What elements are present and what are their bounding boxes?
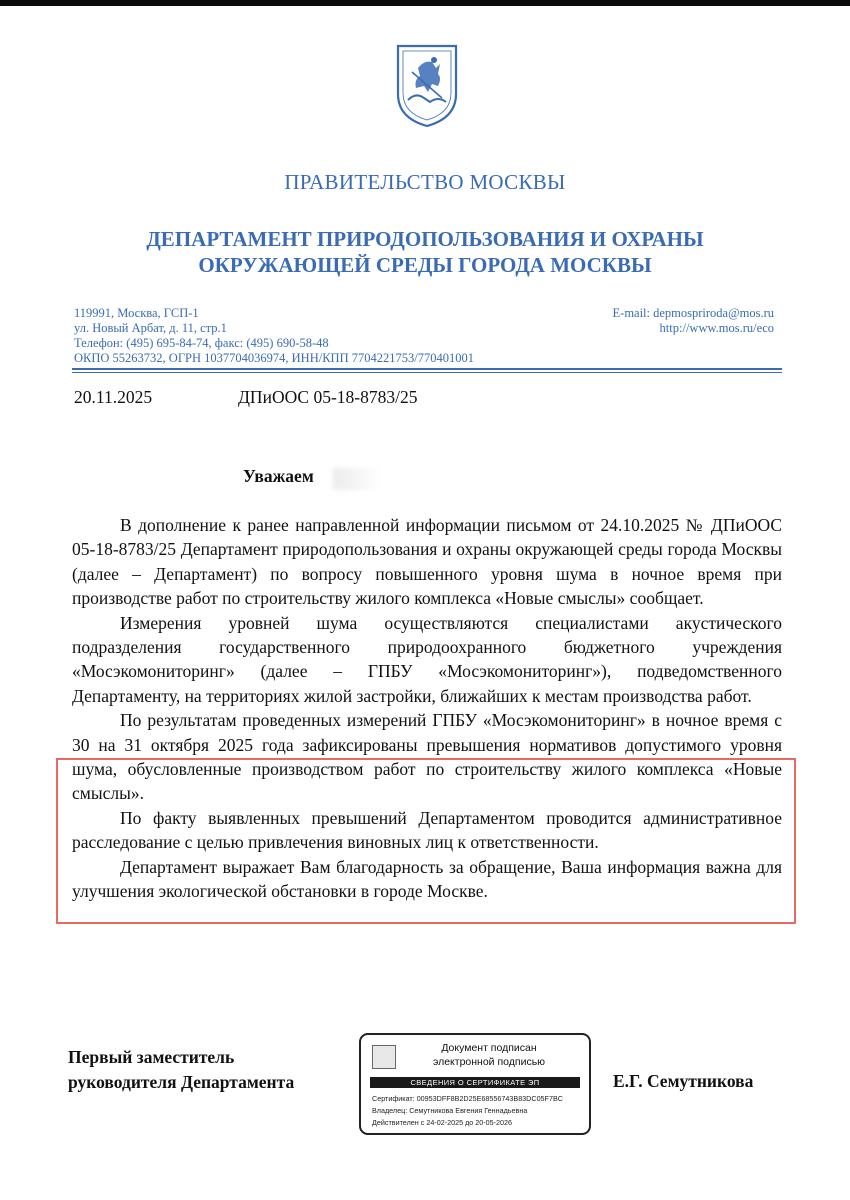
certificate-owner: Владелец: Семутникова Евгения Геннадьевна (372, 1106, 528, 1115)
redacted-name (333, 468, 383, 490)
paragraph-2: Измерения уровней шума осуществляются специалистами акустического подразделения государственного природоохранного бюджетного учреждения «Мосэкомониторинг» (далее – ГПБУ «Мосэкомониторинг»), подведомственного Департаменту, на территориях жилой застройки, ближайших к местам производства работ. (72, 612, 782, 706)
esig-title-line-2: электронной подписью (432, 1056, 546, 1068)
registration-codes: ОКПО 55263732, ОГРН 1037704036974, ИНН/КПП 7704221753/770401001 (74, 351, 474, 365)
highlight-box (56, 758, 796, 924)
signatory-position (68, 1045, 294, 1095)
letterhead-divider (72, 368, 782, 370)
registration-number: ДПиООС 05-18-8783/25 (238, 387, 418, 407)
certificate-info-bar: СВЕДЕНИЯ О СЕРТИФИКАТЕ ЭП (370, 1077, 580, 1088)
department-title-line-1: ДЕПАРТАМЕНТ ПРИРОДОПОЛЬЗОВАНИЯ И ОХРАНЫ (146, 227, 704, 251)
department-title-line-2: ОКРУЖАЮЩЕЙ СРЕДЫ ГОРОДА МОСКВЫ (198, 253, 652, 277)
moscow-emblem-icon (372, 1045, 396, 1069)
paragraph-4: По факту выявленных превышений Департаментом проводится административное расследование с целью привлечения виновных лиц к ответственности. (72, 807, 782, 853)
address-line-2: ул. Новый Арбат, д. 11, стр.1 (74, 321, 227, 335)
electronic-signature-stamp (359, 1033, 591, 1135)
paragraph-3: По результатам проведенных измерений ГПБУ «Мосэкомониторинг» в ночное время с 30 на 31 октября 2025 года зафиксированы превышения нормативов допустимого уровня шума, обусловленные производством работ по строительству жилого комплекса «Новые смыслы». (72, 710, 782, 804)
phone-fax: Телефон: (495) 695-84-74, факс: (495) 690-58-48 (74, 336, 329, 350)
website: http://www.mos.ru/eco (659, 321, 774, 335)
paragraph-5: Департамент выражает Вам благодарность за обращение, Ваша информация важна для улучшения экологической обстановки в городе Москве. (72, 856, 782, 902)
signatory-name: Е.Г. Семутникова (613, 1071, 754, 1091)
signatory-position-line-2: руководителя Департамента (68, 1072, 295, 1092)
letterhead-divider-thin (72, 372, 782, 373)
government-title: ПРАВИТЕЛЬСТВО МОСКВЫ (284, 170, 566, 194)
online-contacts (613, 306, 774, 336)
moscow-coat-of-arms-icon (394, 42, 460, 128)
certificate-validity: Действителен с 24-02-2025 до 20-05-2026 (372, 1118, 513, 1127)
email: E-mail: depmospriroda@mos.ru (612, 306, 774, 320)
address-line-1: 119991, Москва, ГСП-1 (74, 306, 199, 320)
esig-title-line-1: Документ подписан (441, 1042, 537, 1054)
certificate-number: Сертификат: 00953DFF8B2D25E68556743B83DC05F7BC (372, 1094, 563, 1103)
contact-details (74, 306, 474, 366)
letter-date: 20.11.2025 (74, 387, 153, 407)
signatory-position-line-1: Первый заместитель (68, 1047, 235, 1067)
paragraph-1: В дополнение к ранее направленной информации письмом от 24.10.2025 № ДПиООС 05-18-8783/25 Департамент природопользования и охраны окружающей среды города Москвы (далее – Департамент) по вопросу повышенного уровня шума в ночное время при производстве работ по строительству жилого комплекса «Новые смыслы» сообщает. (72, 515, 782, 609)
department-title (0, 226, 850, 278)
top-border (0, 0, 850, 6)
esig-title (399, 1041, 579, 1069)
greeting: Уважаем (243, 466, 314, 486)
